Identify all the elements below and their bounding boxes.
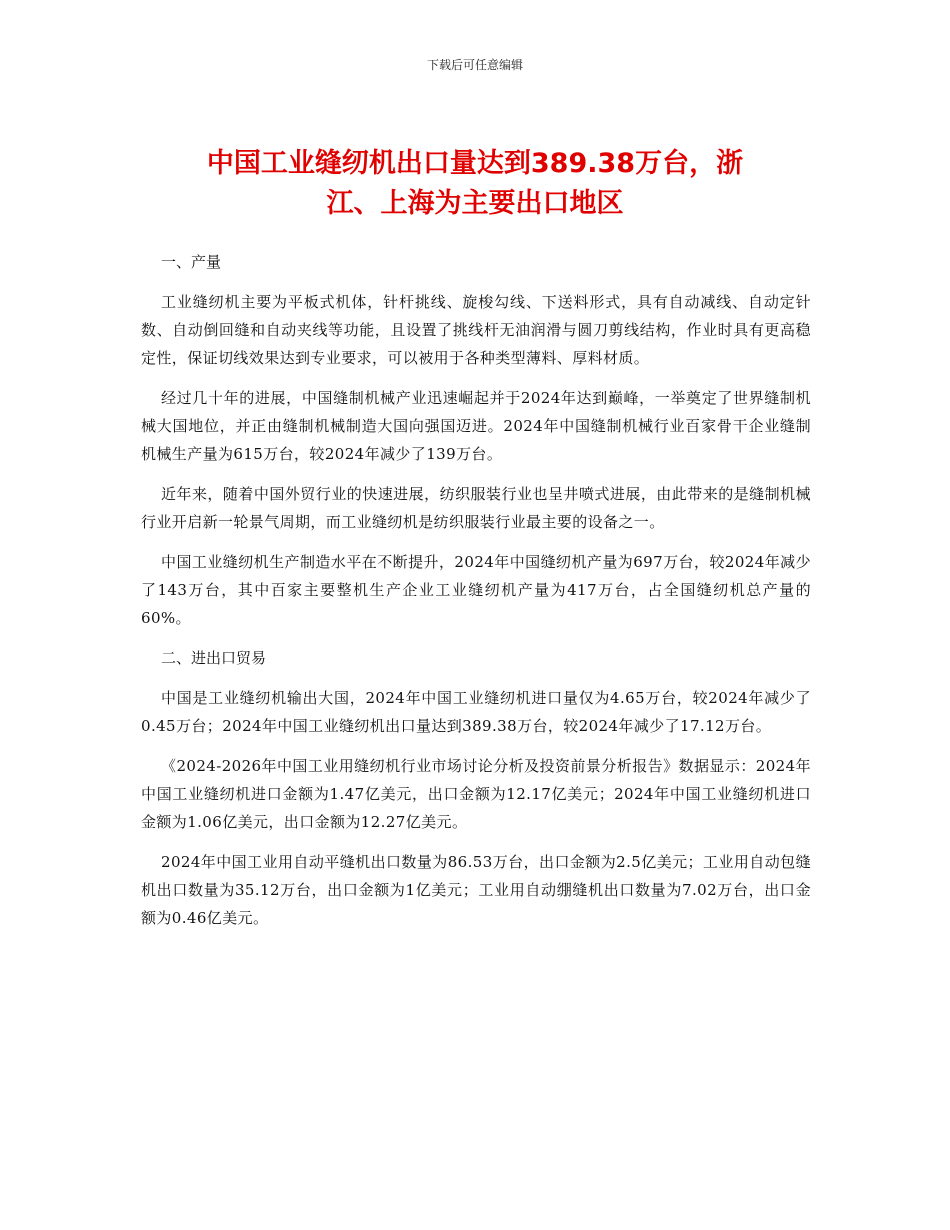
header-note: 下载后可任意编辑 xyxy=(426,58,523,72)
paragraph: 工业缝纫机主要为平板式机体，针杆挑线、旋梭勾线、下送料形式，具有自动减线、自动定针数、自动倒回缝和自动夹线等功能，且设置了挑线杆无油润滑与圆刀剪线结构，作业时具有更高稳定性，保证切线效果达到专业要求，可以被用于各种类型薄料、厚料材质。 xyxy=(141,293,811,367)
paragraph: 经过几十年的进展，中国缝制机械产业迅速崛起并于2024年达到巅峰，一举奠定了世界缝制机械大国地位，并正由缝制机械制造大国向强国迈进。2024年中国缝制机械行业百家骨干企业缝制机械生产量为615万台，较2024年减少了139万台。 xyxy=(141,389,811,463)
paragraph: 近年来，随着中国外贸行业的快速进展，纺织服装行业也呈井喷式进展，由此带来的是缝制机械行业开启新一轮景气周期，而工业缝纫机是纺织服装行业最主要的设备之一。 xyxy=(141,485,811,531)
paragraph: 《2024-2026年中国工业用缝纫机行业市场讨论分析及投资前景分析报告》数据显示：2024年中国工业缝纫机进口金额为1.47亿美元，出口金额为12.17亿美元；2024年中国工业缝纫机进口金额为1.06亿美元，出口金额为12.27亿美元。 xyxy=(141,757,811,831)
section-heading-production: 一、产量 xyxy=(161,253,222,271)
paragraph: 中国是工业缝纫机输出大国，2024年中国工业缝纫机进口量仅为4.65万台，较2024年减少了0.45万台；2024年中国工业缝纫机出口量达到389.38万台，较2024年减少了17.12万台。 xyxy=(141,689,811,735)
paragraph: 2024年中国工业用自动平缝机出口数量为86.53万台，出口金额为2.5亿美元；工业用自动包缝机出口数量为35.12万台，出口金额为1亿美元；工业用自动绷缝机出口数量为7.02万台，出口金额为0.46亿美元。 xyxy=(141,853,811,927)
title-line-1: 中国工业缝纫机出口量达到389.38万台，浙 xyxy=(206,148,744,179)
title-line-2: 江、上海为主要出口地区 xyxy=(326,188,624,219)
document-body xyxy=(141,248,811,944)
paragraph: 中国工业缝纫机生产制造水平在不断提升，2024年中国缝纫机产量为697万台，较2024年减少了143万台，其中百家主要整机生产企业工业缝纫机产量为417万台，占全国缝纫机总产量的60%。 xyxy=(141,553,811,627)
section-heading-trade: 二、进出口贸易 xyxy=(161,649,267,667)
page-title xyxy=(150,144,800,224)
